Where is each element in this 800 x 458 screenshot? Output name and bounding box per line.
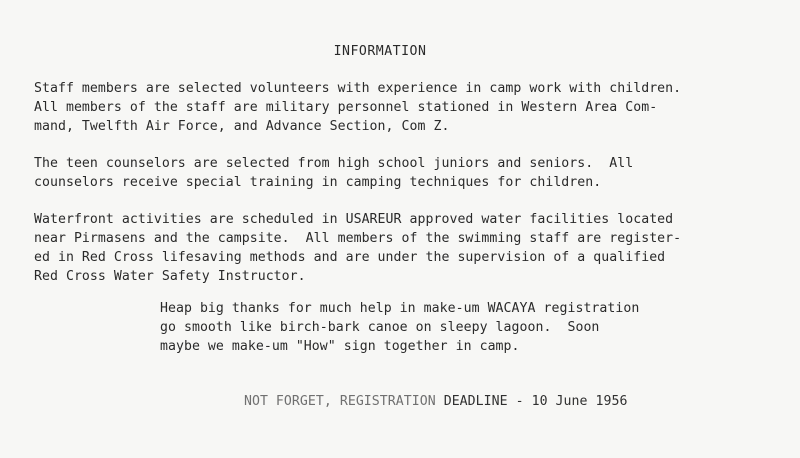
text-line: go smooth like birch-bark canoe on sleepy lagoon. Soon [160, 320, 600, 335]
text-line: Staff members are selected volunteers with experience in camp work with children. [34, 81, 682, 96]
text-line: maybe we make-um "How" sign together in camp. [160, 339, 520, 354]
text-line: Heap big thanks for much help in make-um WACAYA registration [160, 301, 640, 316]
text-line: The teen counselors are selected from high school juniors and seniors. All [34, 156, 634, 171]
text-line: counselors receive special training in camping techniques for children. [34, 175, 602, 190]
paragraph-thanks [160, 299, 740, 356]
paragraph-staff [34, 79, 774, 136]
paragraph-waterfront [34, 210, 774, 286]
text-line: ed in Red Cross lifesaving methods and are under the supervision of a qualified [34, 250, 666, 265]
text-line: mand, Twelfth Air Force, and Advance Section, Com Z. [34, 119, 450, 134]
document-title: INFORMATION [333, 44, 427, 59]
text-line: All members of the staff are military personnel stationed in Western Area Com- [34, 100, 658, 115]
paragraph-counselors [34, 154, 774, 192]
registration-deadline [212, 373, 627, 430]
text-line: Red Cross Water Safety Instructor. [34, 269, 306, 284]
deadline-prefix: NOT FORGET, REGISTRATION [243, 394, 436, 409]
deadline-date: DEADLINE - 10 June 1956 [435, 394, 628, 409]
text-line: near Pirmasens and the campsite. All members of the swimming staff are register- [34, 231, 682, 246]
text-line: Waterfront activities are scheduled in USAREUR approved water facilities located [34, 212, 674, 227]
